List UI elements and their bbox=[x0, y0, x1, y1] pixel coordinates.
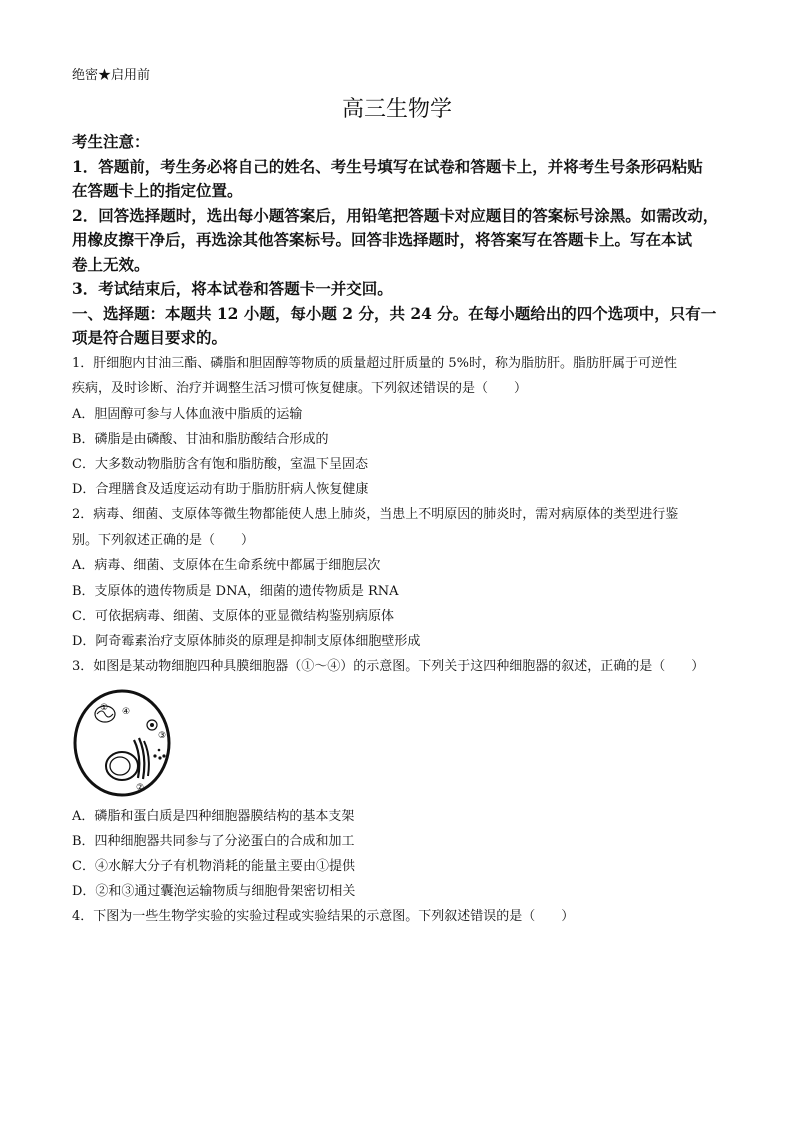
section-heading: 项是符合题目要求的。 bbox=[72, 328, 228, 347]
page-title: 高三生物学 bbox=[341, 97, 452, 122]
notice-line: 1．答题前，考生务必将自己的姓名、考生号填写在试卷和答题卡上，并将考生号条形码粘贴 bbox=[72, 156, 703, 176]
question-4-stem: 4．下图为一些生物学实验的实验过程或实验结果的示意图。下列叙述错误的是（ ） bbox=[72, 909, 575, 925]
label-3: ③ bbox=[158, 730, 167, 741]
question-1-option-d: D．合理膳食及适度运动有助于脂肪肝病人恢复健康 bbox=[72, 482, 369, 498]
label-4: ④ bbox=[122, 706, 131, 717]
question-2-stem: 别。下列叙述正确的是（ ） bbox=[72, 532, 255, 548]
organelle-shape bbox=[153, 754, 156, 757]
question-1-option-b: B．磷脂是由磷酸、甘油和脂肪酸结合形成的 bbox=[72, 431, 329, 447]
exam-body bbox=[72, 130, 726, 930]
organelle-shape bbox=[110, 757, 130, 775]
question-2-stem: 2．病毒、细菌、支原体等微生物都能使人患上肺炎，当患上不明原因的肺炎时，需对病原体的类型进行鉴 bbox=[72, 507, 679, 523]
label-1: ① bbox=[100, 702, 109, 713]
question-3-stem: 3．如图是某动物细胞四种具膜细胞器（①～④）的示意图。下列关于这四种细胞器的叙述，正确的是（ ） bbox=[72, 659, 705, 675]
question-2-option-d: D．阿奇霉素治疗支原体肺炎的原理是抑制支原体细胞壁形成 bbox=[72, 633, 421, 649]
question-2-option-c: C．可依据病毒、细菌、支原体的亚显微结构鉴别病原体 bbox=[72, 608, 394, 624]
notice-line: 在答题卡上的指定位置。 bbox=[72, 181, 243, 200]
organelle-shape bbox=[150, 723, 154, 727]
question-3-option-c: C．④水解大分子有机物消耗的能量主要由①提供 bbox=[72, 859, 355, 875]
question-2-option-a: A．病毒、细菌、支原体在生命系统中都属于细胞层次 bbox=[72, 558, 381, 574]
question-3-option-d: D．②和③通过囊泡运输物质与细胞骨架密切相关 bbox=[72, 884, 356, 900]
cell-diagram bbox=[72, 686, 172, 798]
question-1-option-c: C．大多数动物脂肪含有饱和脂肪酸，室温下呈固态 bbox=[72, 456, 368, 472]
section-heading: 一、选择题：本题共 12 小题，每小题 2 分，共 24 分。在每小题给出的四个选项中，只有一 bbox=[72, 303, 717, 323]
notice-line: 3．考试结束后，将本试卷和答题卡一并交回。 bbox=[72, 279, 393, 298]
question-3-option-b: B．四种细胞器共同参与了分泌蛋白的合成和加工 bbox=[72, 833, 355, 849]
notice-line: 2．回答选择题时，选出每小题答案后，用铅笔把答题卡对应题目的答案标号涂黑。如需改动， bbox=[72, 205, 719, 225]
label-2: ② bbox=[136, 782, 145, 793]
question-1-option-a: A．胆固醇可参与人体血液中脂质的运输 bbox=[72, 406, 303, 422]
organelle-shape bbox=[158, 756, 161, 759]
organelle-shape bbox=[106, 752, 138, 780]
cell-organelle-figure bbox=[72, 686, 172, 798]
organelle-shape bbox=[158, 748, 161, 751]
confidential-label: 绝密★启用前 bbox=[72, 68, 151, 83]
question-2-option-b: B．支原体的遗传物质是 DNA，细菌的遗传物质是 RNA bbox=[72, 583, 399, 599]
notice-line: 卷上无效。 bbox=[72, 254, 150, 274]
organelle-shape bbox=[162, 754, 165, 757]
question-1-stem: 疾病，及时诊断、治疗并调整生活习惯可恢复健康。下列叙述错误的是（ ） bbox=[72, 381, 528, 396]
notice-line: 用橡皮擦干净后，再选涂其他答案标号。回答非选择题时，将答案写在答题卡上。写在本试 bbox=[72, 230, 693, 249]
question-3-option-a: A．磷脂和蛋白质是四种细胞器膜结构的基本支架 bbox=[72, 808, 355, 824]
notice-heading: 考生注意： bbox=[72, 132, 150, 151]
question-1-stem: 1．肝细胞内甘油三酯、磷脂和胆固醇等物质的质量超过肝质量的 5%时，称为脂肪肝。脂肪肝属于可逆性 bbox=[72, 355, 678, 371]
